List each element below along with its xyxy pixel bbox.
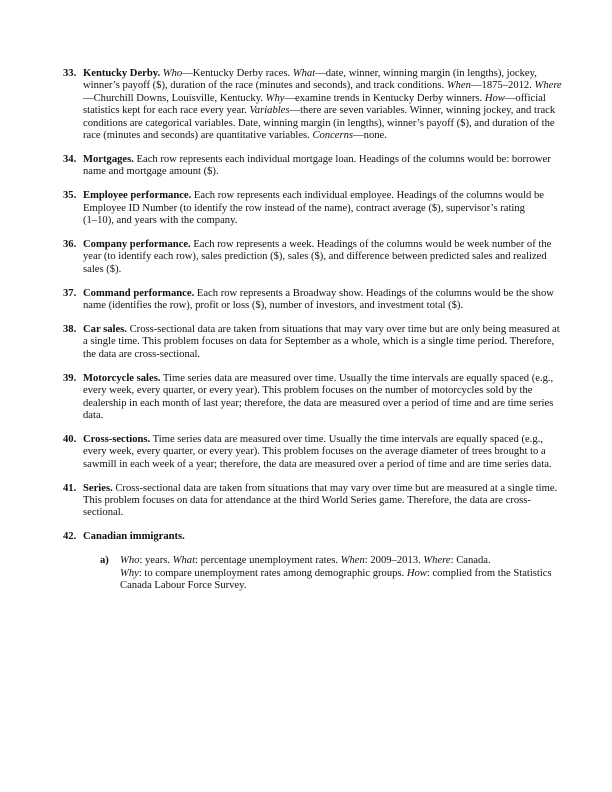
italic-label: Who — [162, 68, 183, 79]
italic-label: When — [446, 80, 471, 92]
answer-item — [63, 288, 566, 313]
italic-label: Why — [120, 567, 139, 579]
item-number: 33. — [63, 68, 77, 79]
item-title: Command performance. — [83, 287, 195, 299]
answer-item — [63, 239, 566, 276]
body-text: Cross-sectional data are taken from situations that may vary over time but are measured at a single time. This problem focuses on data for attendance at the third World Series game. Therefore, the data are cross-sectional. — [83, 482, 558, 519]
item-title: Motorcycle sales. — [83, 372, 161, 384]
body-text: Each row represents each individual mortgage loan. Headings of the columns would be: borrower name and mortgage amount ($). — [83, 153, 551, 178]
item-number: 36. — [63, 238, 77, 250]
item-number: 41. — [63, 482, 77, 494]
body-text: —none. — [353, 130, 387, 142]
sub-answer-item — [63, 555, 566, 592]
body-text: —examine trends in Kentucky Derby winners. — [284, 92, 485, 104]
italic-label: What — [292, 68, 316, 79]
item-number: 42. — [63, 531, 77, 543]
answer-item — [63, 531, 566, 543]
body-text: —Kentucky Derby races. — [182, 68, 293, 79]
body-text: : to compare unemployment rates among demographic groups. — [138, 567, 407, 579]
answer-item — [63, 68, 566, 142]
body-text: Time series data are measured over time. Usually the time intervals are equally spaced (e.g., every week, every quarter, or every year). This problem focuses on the number of motorcycles sold by the dealership in each month of last year; therefore, the data are measured over a period of time and are time series data. — [83, 372, 554, 421]
item-title: Kentucky Derby. — [83, 68, 161, 79]
item-number: 40. — [63, 433, 77, 445]
document-page — [63, 68, 566, 592]
body-text: —1875–2012. — [470, 80, 535, 92]
italic-label: Why — [265, 92, 285, 104]
body-text: : years. — [139, 555, 173, 567]
body-text: —date, winner, winning margin (in lengths), jockey, winner’s payoff ($), duration of the race (minutes and seconds), and track conditions. — [83, 68, 537, 92]
body-text: Each row represents a week. Headings of the columns would be week number of the year (to identify each row), sales prediction ($), sales ($), and difference between predicted sales and realized sales ($). — [83, 238, 552, 275]
answer-item — [63, 154, 566, 179]
item-number: 37. — [63, 287, 77, 299]
item-number: 38. — [63, 324, 77, 335]
italic-label: How — [406, 567, 427, 579]
body-text: Each row represents a Broadway show. Headings of the columns would be the show name (identifies the row), profit or loss ($), number of investors, and investment total ($). — [83, 287, 554, 312]
body-text: —Churchill Downs, Louisville, Kentucky. — [83, 92, 266, 104]
item-title: Car sales. — [83, 324, 127, 335]
italic-label: Who — [120, 555, 140, 567]
sub-answer-list — [63, 555, 566, 592]
italic-label: Concerns — [312, 130, 354, 142]
body-text: : Canada. — [450, 555, 491, 567]
item-number: 35. — [63, 190, 77, 202]
answer-item — [63, 483, 566, 520]
sub-item-letter: a) — [100, 555, 109, 567]
body-text: —official statistics kept for each race every year. — [83, 92, 546, 117]
body-text: —there are seven variables. Winner, winning jockey, and track conditions are categorical variables. Date, winning margin (in lengths), winner’s payoff ($), and duration of the race (minutes and seconds) are quantitative variables. — [83, 105, 556, 142]
italic-label: When — [340, 555, 365, 567]
body-text: : percentage unemployment rates. — [195, 555, 341, 567]
item-title: Company performance. — [83, 238, 191, 250]
item-title: Cross-sections. — [83, 433, 151, 445]
answer-item — [63, 373, 566, 423]
item-title: Canadian immigrants. — [83, 531, 185, 543]
item-number: 39. — [63, 372, 77, 384]
item-title: Series. — [83, 482, 113, 494]
body-text: Each row represents each individual employee. Headings of the columns would be Employee ID Number (to identify the row instead of the name), contract average ($), supervisor’s rating — [83, 190, 544, 214]
italic-label: Where — [423, 555, 451, 567]
italic-label: Where — [534, 80, 562, 92]
body-text: (1–10), and years with the company. — [83, 215, 238, 227]
answer-item — [63, 190, 566, 227]
body-text: : 2009–2013. — [364, 555, 424, 567]
answer-list — [63, 68, 566, 544]
item-title: Mortgages. — [83, 153, 134, 165]
body-text: : complied from the Statistics Canada Labour Force Survey. — [120, 567, 552, 591]
italic-label: How — [484, 92, 505, 104]
item-title: Employee performance. — [83, 190, 192, 202]
body-text: Time series data are measured over time. Usually the time intervals are equally spaced (e.g., every week, every quarter, or every year). This problem focuses on the average diameter of trees brought to a sawmill in each week of a year; therefore, the data are measured over a period of time and are time series data. — [83, 433, 552, 470]
item-number: 34. — [63, 153, 77, 165]
italic-label: Variables — [249, 105, 290, 117]
answer-item — [63, 324, 566, 361]
italic-label: What — [172, 555, 196, 567]
body-text: Cross-sectional data are taken from situations that may vary over time but are only being measured at a single time. This problem focuses on data for September as a whole, which is a single time period. Therefore, the data are cross-sectional. — [83, 324, 560, 360]
answer-item — [63, 434, 566, 471]
